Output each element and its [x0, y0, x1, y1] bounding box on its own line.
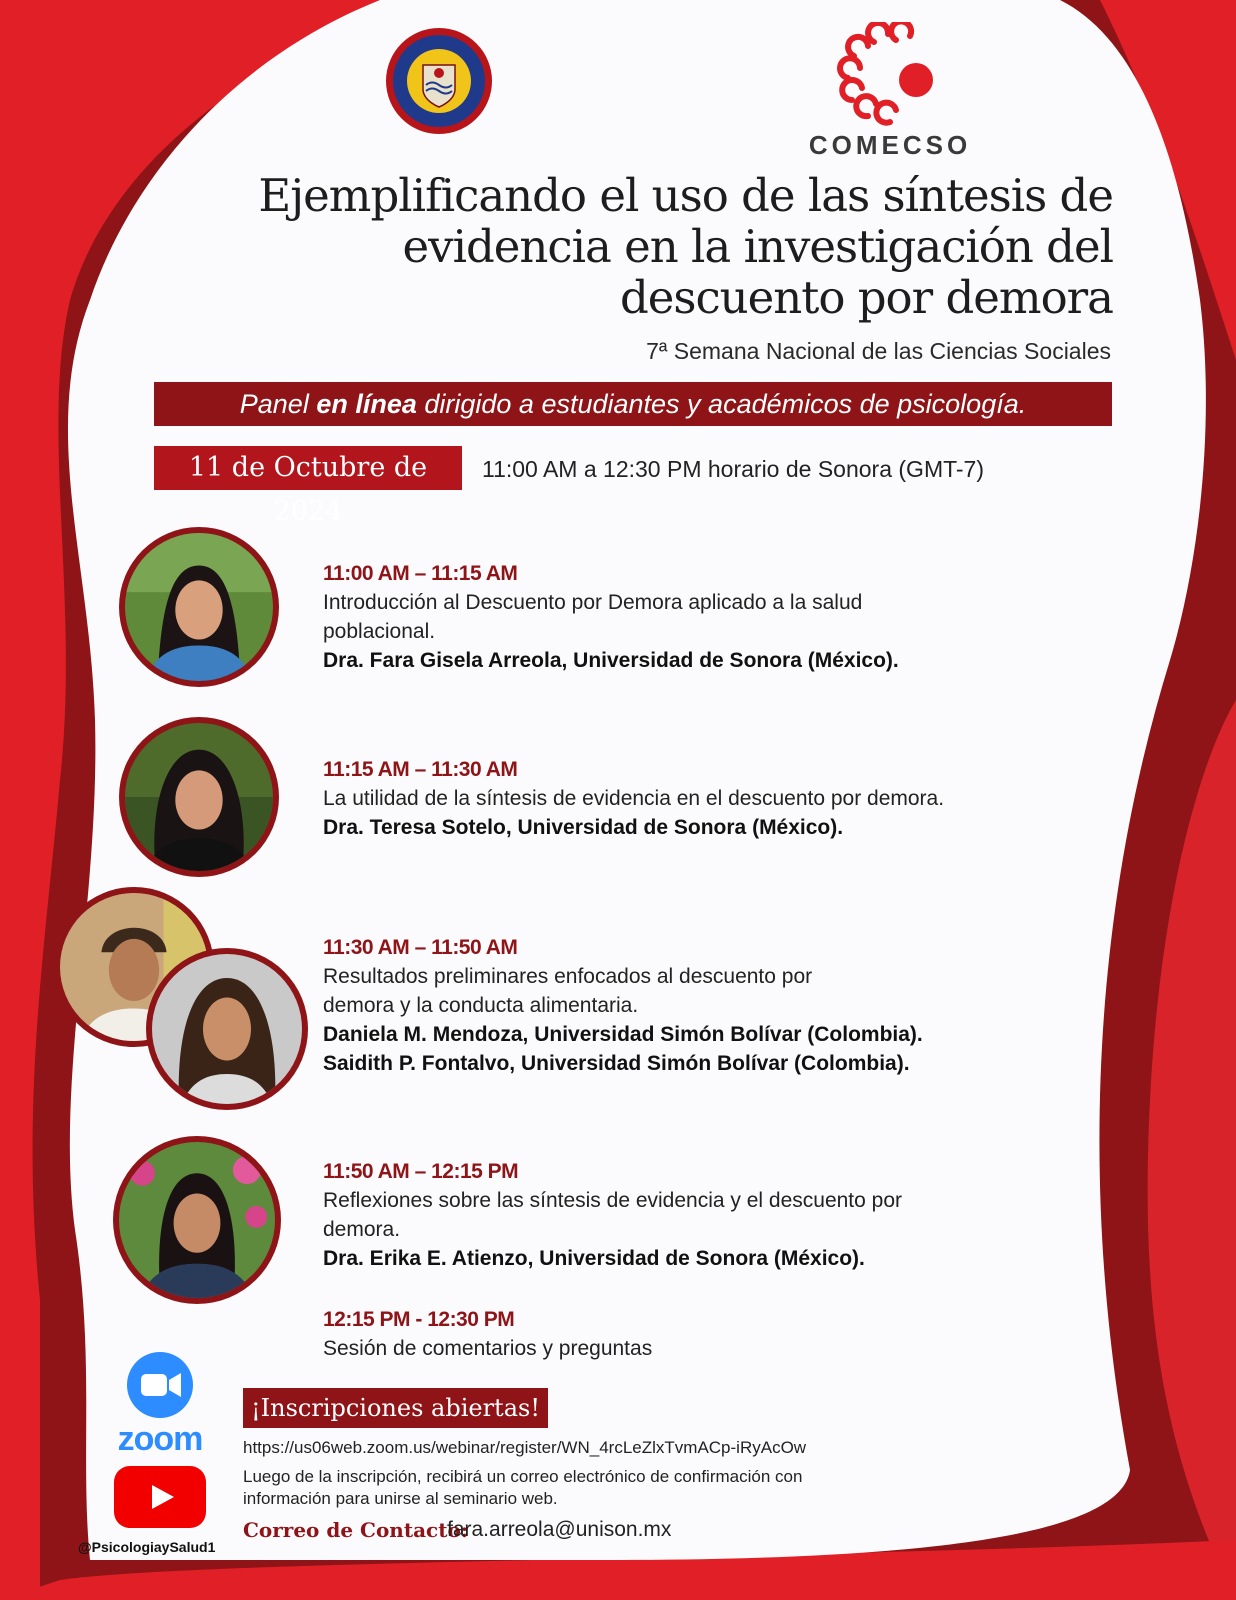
slot-description: La utilidad de la síntesis de evidencia en el descuento por demora.	[323, 787, 945, 810]
slot-time: 11:50 AM – 12:15 PM	[323, 1160, 519, 1183]
schedule-slot-5	[323, 1305, 1043, 1363]
speaker-photo-fontalvo	[146, 948, 308, 1110]
speaker-photo-sotelo	[119, 717, 279, 877]
zoom-logo[interactable]	[108, 1352, 212, 1459]
slot-speaker: Saidith P. Fontalvo, Universidad Simón Bolívar (Colombia).	[323, 1052, 910, 1075]
youtube-icon[interactable]	[114, 1466, 206, 1528]
registration-note: Luego de la inscripción, recibirá un correo electrónico de confirmación con información para unirse al seminario web.	[243, 1467, 803, 1508]
slot-speaker: Daniela M. Mendoza, Universidad Simón Bolívar (Colombia).	[323, 1023, 923, 1046]
comecso-wordmark: COMECSO	[808, 130, 972, 160]
title-line-2: evidencia en la investigación del	[402, 220, 1113, 273]
event-time-range: 11:00 AM a 12:30 PM horario de Sonora (GMT-7)	[482, 456, 984, 482]
title-line-3: descuento por demora	[619, 271, 1113, 324]
event-title	[253, 170, 1113, 323]
slot-time: 12:15 PM - 12:30 PM	[323, 1308, 515, 1331]
panel-banner	[154, 382, 1112, 426]
slot-speaker: Dra. Teresa Sotelo, Universidad de Sonora (México).	[323, 816, 844, 839]
comecso-logo-mark	[832, 22, 942, 132]
slot-time: 11:15 AM – 11:30 AM	[323, 758, 518, 781]
zoom-wordmark: zoom	[117, 1420, 203, 1458]
schedule-slot-4	[323, 1157, 1043, 1273]
event-date: 11 de Octubre de 2024	[154, 446, 462, 490]
panel-banner-pre: Panel	[239, 389, 317, 419]
slot-time: 11:00 AM – 11:15 AM	[323, 562, 518, 585]
panel-banner-bold: en línea	[316, 389, 417, 419]
title-line-1: Ejemplificando el uso de las síntesis de	[258, 169, 1113, 222]
schedule-slot-3	[323, 933, 1043, 1078]
contact-label: Correo de Contacto:	[243, 1518, 469, 1542]
schedule-slot-1	[323, 559, 1043, 675]
slot-description: Introducción al Descuento por Demora aplicado a la salud poblacional.	[323, 591, 863, 643]
slot-description: Resultados preliminares enfocados al descuento por demora y la conducta alimentaria.	[323, 965, 813, 1017]
zoom-camera-icon	[127, 1352, 193, 1418]
panel-banner-post: dirigido a estudiantes y académicos de psicología.	[416, 389, 1027, 419]
universidad-de-sonora-seal	[385, 27, 493, 135]
slot-time: 11:30 AM – 11:50 AM	[323, 936, 518, 959]
contact-email[interactable]: fara.arreola@unison.mx	[447, 1518, 672, 1541]
slot-description: Sesión de comentarios y preguntas	[323, 1337, 653, 1360]
registration-badge: ¡Inscripciones abiertas!	[243, 1388, 548, 1428]
slot-speaker: Dra. Erika E. Atienzo, Universidad de Sonora (México).	[323, 1247, 865, 1270]
event-subtitle: 7ª Semana Nacional de las Ciencias Sociales	[646, 338, 1111, 364]
slot-description: Reflexiones sobre las síntesis de evidencia y el descuento por demora.	[323, 1189, 902, 1241]
slot-speaker: Dra. Fara Gisela Arreola, Universidad de Sonora (México).	[323, 649, 899, 672]
schedule-slot-2	[323, 755, 1043, 842]
social-handle: @PsicologiaySalud1	[78, 1539, 216, 1555]
speaker-photo-arreola	[119, 527, 279, 687]
speaker-photo-atienzo	[113, 1136, 281, 1304]
registration-url[interactable]: https://us06web.zoom.us/webinar/register/WN_4rcLeZlxTvmACp-iRyAcOw	[243, 1438, 807, 1457]
